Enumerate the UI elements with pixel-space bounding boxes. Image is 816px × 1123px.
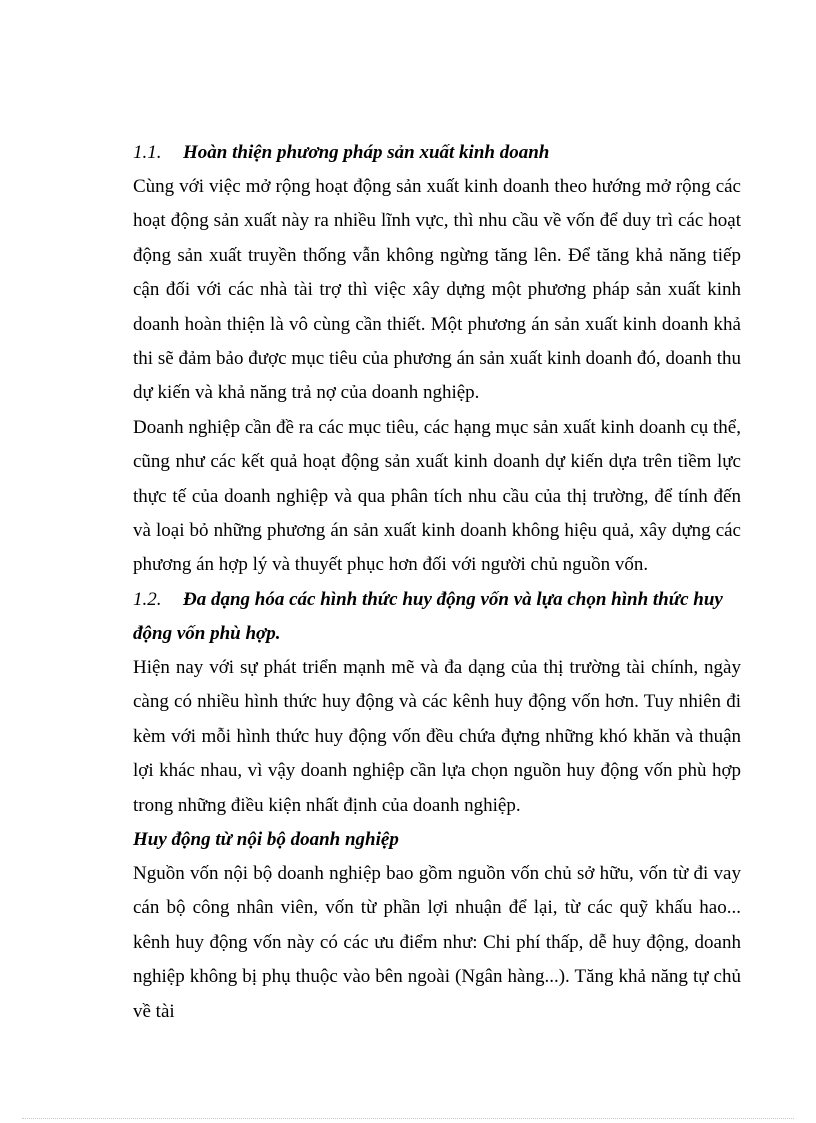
section-heading-1-2: [133, 583, 741, 651]
section-heading-1-1: [133, 136, 741, 170]
section-title: Hoàn thiện phương pháp sản xuất kinh doanh: [183, 142, 550, 163]
section-number: 1.2.: [133, 588, 162, 610]
document-page: [133, 136, 741, 1029]
paragraph: Hiện nay với sự phát triển mạnh mẽ và đa dạng của thị trường tài chính, ngày càng có nhiều hình thức huy động và các kênh huy động vốn hơn. Tuy nhiên đi kèm với mỗi hình thức huy động vốn đều chứa đựng những khó khăn và thuận lợi khác nhau, vì vậy doanh nghiệp cần lựa chọn nguồn huy động vốn phù hợp trong những điều kiện nhất định của doanh nghiệp.: [133, 656, 741, 816]
paragraph: Nguồn vốn nội bộ doanh nghiệp bao gồm nguồn vốn chủ sở hữu, vốn từ đi vay cán bộ công nhân viên, vốn từ phần lợi nhuận để lại, từ các quỹ khấu hao... kênh huy động vốn này có các ưu điểm như: Chi phí thấp, dễ huy động, doanh nghiệp không bị phụ thuộc vào bên ngoài (Ngân hàng...). Tăng khả năng tự chủ về tài: [133, 862, 741, 1022]
subheading-internal-funding: Huy động từ nội bộ doanh nghiệp: [133, 828, 399, 850]
paragraph: Cùng với việc mở rộng hoạt động sản xuất kinh doanh theo hướng mở rộng các hoạt động sản xuất này ra nhiều lĩnh vực, thì nhu cầu về vốn để duy trì các hoạt động sản xuất truyền thống vẫn không ngừng tăng lên. Để tăng khả năng tiếp cận đối với các nhà tài trợ thì việc xây dựng một phương pháp sản xuất kinh doanh hoàn thiện là vô cùng cần thiết. Một phương án sản xuất kinh doanh khả thi sẽ đảm bảo được mục tiêu của phương án sản xuất kinh doanh đó, doanh thu dự kiến và khả năng trả nợ của doanh nghiệp.: [133, 176, 741, 404]
section-number: 1.1.: [133, 142, 162, 163]
section-title: Đa dạng hóa các hình thức huy động vốn và lựa chọn hình thức huy động vốn phù hợp.: [133, 588, 723, 644]
paragraph: Doanh nghiệp cần đề ra các mục tiêu, các hạng mục sản xuất kinh doanh cụ thể, cũng như các kết quả hoạt động sản xuất kinh doanh dự kiến dựa trên tiềm lực thực tế của doanh nghiệp và qua phân tích nhu cầu của thị trường, để tính đến và loại bỏ những phương án sản xuất kinh doanh không hiệu quả, xây dựng các phương án hợp lý và thuyết phục hơn đối với người chủ nguồn vốn.: [133, 416, 741, 576]
page-bottom-divider: [22, 1118, 794, 1119]
